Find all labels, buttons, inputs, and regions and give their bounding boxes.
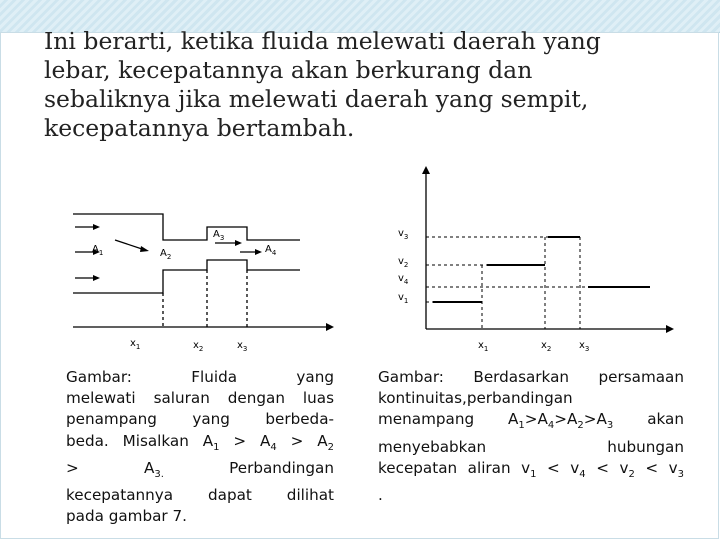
- caption-line: > $A_{3.}$ Perbandingan: [66, 458, 334, 480]
- headline-line: Ini berarti, ketika fluida melewati daerah yang: [44, 27, 601, 55]
- label-v4: $v_4$: [398, 273, 409, 286]
- caption-line: .: [378, 486, 383, 505]
- x-axis-arrowhead: [666, 325, 674, 333]
- caption-right: [378, 367, 684, 506]
- label-v1: $v_1$: [398, 292, 409, 305]
- label-a4: $A_4$: [265, 244, 277, 257]
- label-x1-left: $x_1$: [130, 338, 141, 351]
- label-x2-left: $x_2$: [193, 340, 204, 353]
- label-a1: $A_1$: [92, 244, 104, 257]
- caption-line: kecepatan aliran $v_1 < v_4 < v_2 < v_3$: [378, 458, 685, 480]
- label-x3-right: $x_3$: [579, 340, 590, 353]
- y-axis-arrowhead: [422, 166, 430, 174]
- label-a3: $A_3$: [213, 229, 225, 242]
- label-x3-left: $x_3$: [237, 340, 248, 353]
- headline-line: sebaliknya jika melewati daerah yang sempit,: [44, 85, 589, 113]
- label-a2: $A_2$: [160, 248, 172, 261]
- caption-line: menampang $A_1>A_4>A_2>A_3$ akan: [378, 410, 684, 432]
- headline-line: lebar, kecepatannya akan berkurang dan: [44, 56, 533, 84]
- caption-line: pada gambar 7.: [66, 507, 187, 526]
- caption-line: kecepatannya dapat dilihat: [66, 486, 334, 505]
- caption-line: melewati saluran dengan luas: [66, 389, 334, 408]
- label-v2: $v_2$: [398, 256, 409, 269]
- label-v3: $v_3$: [398, 228, 409, 241]
- label-x1-right: $x_1$: [478, 340, 489, 353]
- caption-line: menyebabkan hubungan: [378, 437, 684, 456]
- caption-line: penampang yang berbeda-: [66, 410, 334, 429]
- caption-line: beda. Misalkan $A_1 > A_4 > A_2$: [66, 431, 334, 453]
- caption-line: kontinuitas,perbandingan: [378, 389, 573, 408]
- caption-line: Gambar: Fluida yang: [66, 368, 334, 386]
- caption-left: [66, 367, 334, 527]
- label-x2-right: $x_2$: [541, 340, 552, 353]
- caption-line: Gambar: Berdasarkan persamaan: [378, 368, 684, 386]
- headline-line: kecepatannya bertambah.: [44, 114, 355, 142]
